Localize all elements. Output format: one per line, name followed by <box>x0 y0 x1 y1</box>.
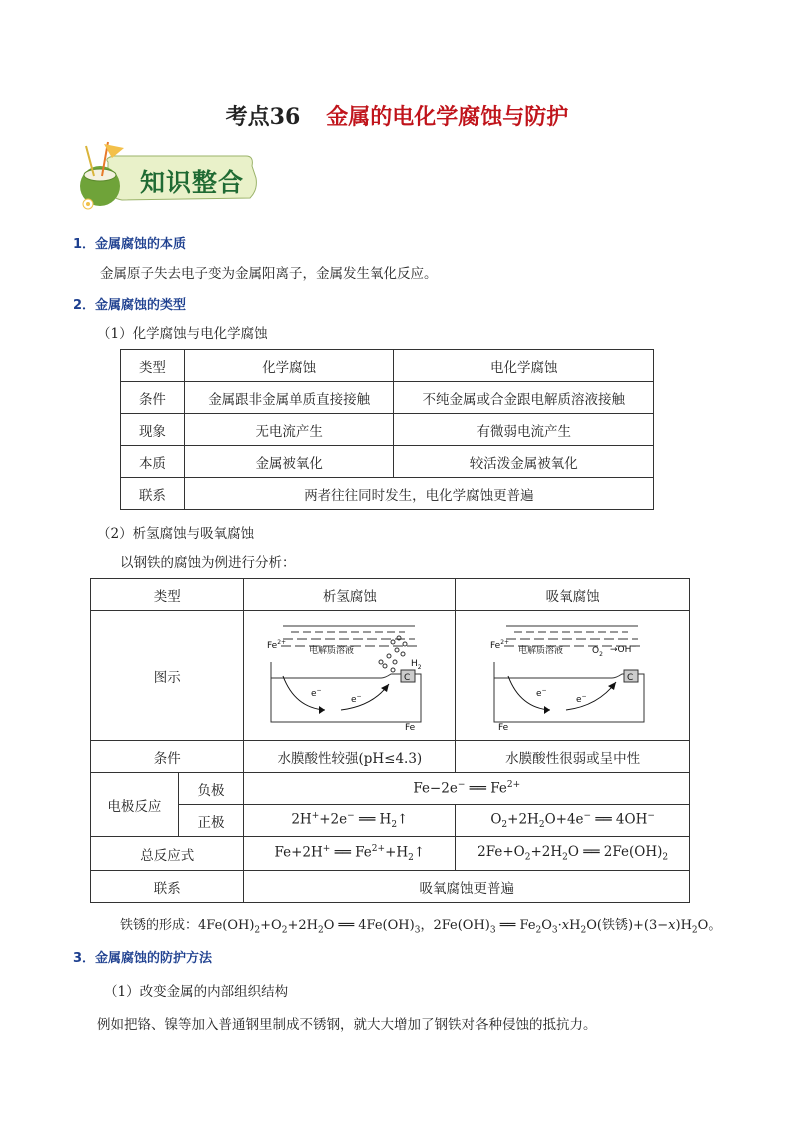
table-cell: 无电流产生 <box>184 414 394 446</box>
table-cell: 图示 <box>91 611 244 741</box>
table-row <box>91 773 690 805</box>
table-cell: 金属被氧化 <box>184 446 394 478</box>
page-title <box>0 100 794 131</box>
svg-text:Fe: Fe <box>497 722 508 733</box>
table-cell: 不纯金属或合金跟电解质溶液接触 <box>394 382 654 414</box>
svg-text:Fe2+: $Fe^{2+}$ <box>489 638 509 651</box>
oxygen-corrosion-diagram <box>488 618 658 734</box>
table-cell: 类型 <box>121 350 185 382</box>
hydrogen-oxygen-table <box>90 578 690 903</box>
section-2-intro: 以钢铁的腐蚀为例进行分析： <box>120 555 296 571</box>
svg-text:→OH−: →OH− <box>609 642 637 655</box>
corrosion-type-table <box>120 349 654 510</box>
svg-text:Fe2+: $Fe^{2+}$ <box>266 638 286 651</box>
table-cell: 联系 <box>91 871 244 903</box>
hydrogen-total-equation: Fe+2H+ ══ $Fe^{2+}+H_2↑$ <box>244 837 456 871</box>
table-cell: 化学腐蚀 <box>184 350 394 382</box>
svg-text:e−: e− <box>310 686 322 699</box>
svg-text:H2: $H_2$ <box>410 658 422 671</box>
electrolyte-label: 电解质溶液 <box>308 645 354 656</box>
table-cell: 金属跟非金属单质直接接触 <box>184 382 394 414</box>
title-main: 金属的电化学腐蚀与防护 <box>326 104 569 130</box>
svg-text:e−: e− <box>535 686 547 699</box>
table-cell: 类型 <box>91 579 244 611</box>
table-cell: 联系 <box>121 478 185 510</box>
oxygen-diagram-cell <box>456 611 690 741</box>
table-cell: 电化学腐蚀 <box>394 350 654 382</box>
svg-text:O2: $O_2$ <box>591 645 603 658</box>
table-row <box>121 414 654 446</box>
section-3-heading: 3．金属腐蚀的防护方法 <box>73 951 213 966</box>
table-cell: 条件 <box>121 382 185 414</box>
hydrogen-diagram-cell <box>244 611 456 741</box>
table-cell: 本质 <box>121 446 185 478</box>
table-row <box>91 871 690 903</box>
table-cell: 水膜酸性较强(pH≤4.3) <box>244 741 456 773</box>
svg-text:Fe: Fe <box>404 722 416 733</box>
hydrogen-corrosion-diagram <box>265 618 435 734</box>
oxygen-positive-equation: $O_2+2H_2O+4e^-$ ══ 4OH− <box>456 805 690 837</box>
table-cell: 负极 <box>178 773 244 805</box>
table-row <box>121 350 654 382</box>
hydrogen-positive-equation: 2H++2e− ══ $H_2↑$ <box>244 805 456 837</box>
section-2-heading: 2．金属腐蚀的类型 <box>73 298 187 313</box>
table-row <box>121 382 654 414</box>
section-1-heading: 1．金属腐蚀的本质 <box>73 237 187 252</box>
table-row <box>91 805 690 837</box>
svg-text:e−: e− <box>350 692 362 705</box>
table-cell: 析氢腐蚀 <box>244 579 456 611</box>
table-cell: 有微弱电流产生 <box>394 414 654 446</box>
table-cell: 总反应式 <box>91 837 244 871</box>
svg-text:电解质溶液: 电解质溶液 <box>517 645 563 656</box>
table-row <box>91 611 690 741</box>
rust-formation-line: 铁锈的形成：$4Fe(OH)_2+O_2+2H_2O$ ══ $4Fe(OH)_3$，$2Fe(OH)_3$ ══ $Fe_2O_3\cdot xH_2O$(铁锈)$+(3-x)H_2O$。 <box>120 918 722 936</box>
table-cell: 吸氧腐蚀更普遍 <box>244 871 690 903</box>
table-cell: 吸氧腐蚀 <box>456 579 690 611</box>
table-cell: 现象 <box>121 414 185 446</box>
table-cell: 正极 <box>178 805 244 837</box>
oxygen-total-equation: $2Fe+O_2+2H_2O$ ══ $2Fe(OH)_2$ <box>456 837 690 871</box>
table-row <box>91 579 690 611</box>
table-row <box>121 478 654 510</box>
negative-equation: Fe−2e− ══ $Fe^{2+}$ <box>244 773 690 805</box>
table-cell: 较活泼金属被氧化 <box>394 446 654 478</box>
table-cell: 电极反应 <box>91 773 179 837</box>
knowledge-badge <box>68 140 258 212</box>
section-3-text: 例如把铬、镍等加入普通钢里制成不锈钢，就大大增加了钢铁对各种侵蚀的抵抗力。 <box>97 1017 597 1033</box>
section-2-sub2: （2）析氢腐蚀与吸氧腐蚀 <box>97 526 255 542</box>
table-row <box>91 741 690 773</box>
section-1-text: 金属原子失去电子变为金属阳离子，金属发生氧化反应。 <box>100 266 438 282</box>
table-cell: 两者往往同时发生，电化学腐蚀更普遍 <box>184 478 653 510</box>
svg-text:e−: e− <box>575 692 587 705</box>
table-cell: 水膜酸性很弱或呈中性 <box>456 741 690 773</box>
badge-text: 知识整合 <box>140 168 245 197</box>
svg-text:C: C <box>626 672 633 683</box>
table-row <box>91 837 690 871</box>
section-3-sub1: （1）改变金属的内部组织结构 <box>104 984 289 1000</box>
section-2-sub1: （1）化学腐蚀与电化学腐蚀 <box>97 326 268 342</box>
table-row <box>121 446 654 478</box>
svg-text:C: C <box>403 672 411 683</box>
table-cell: 条件 <box>91 741 244 773</box>
title-number: 考点36 <box>225 104 301 130</box>
